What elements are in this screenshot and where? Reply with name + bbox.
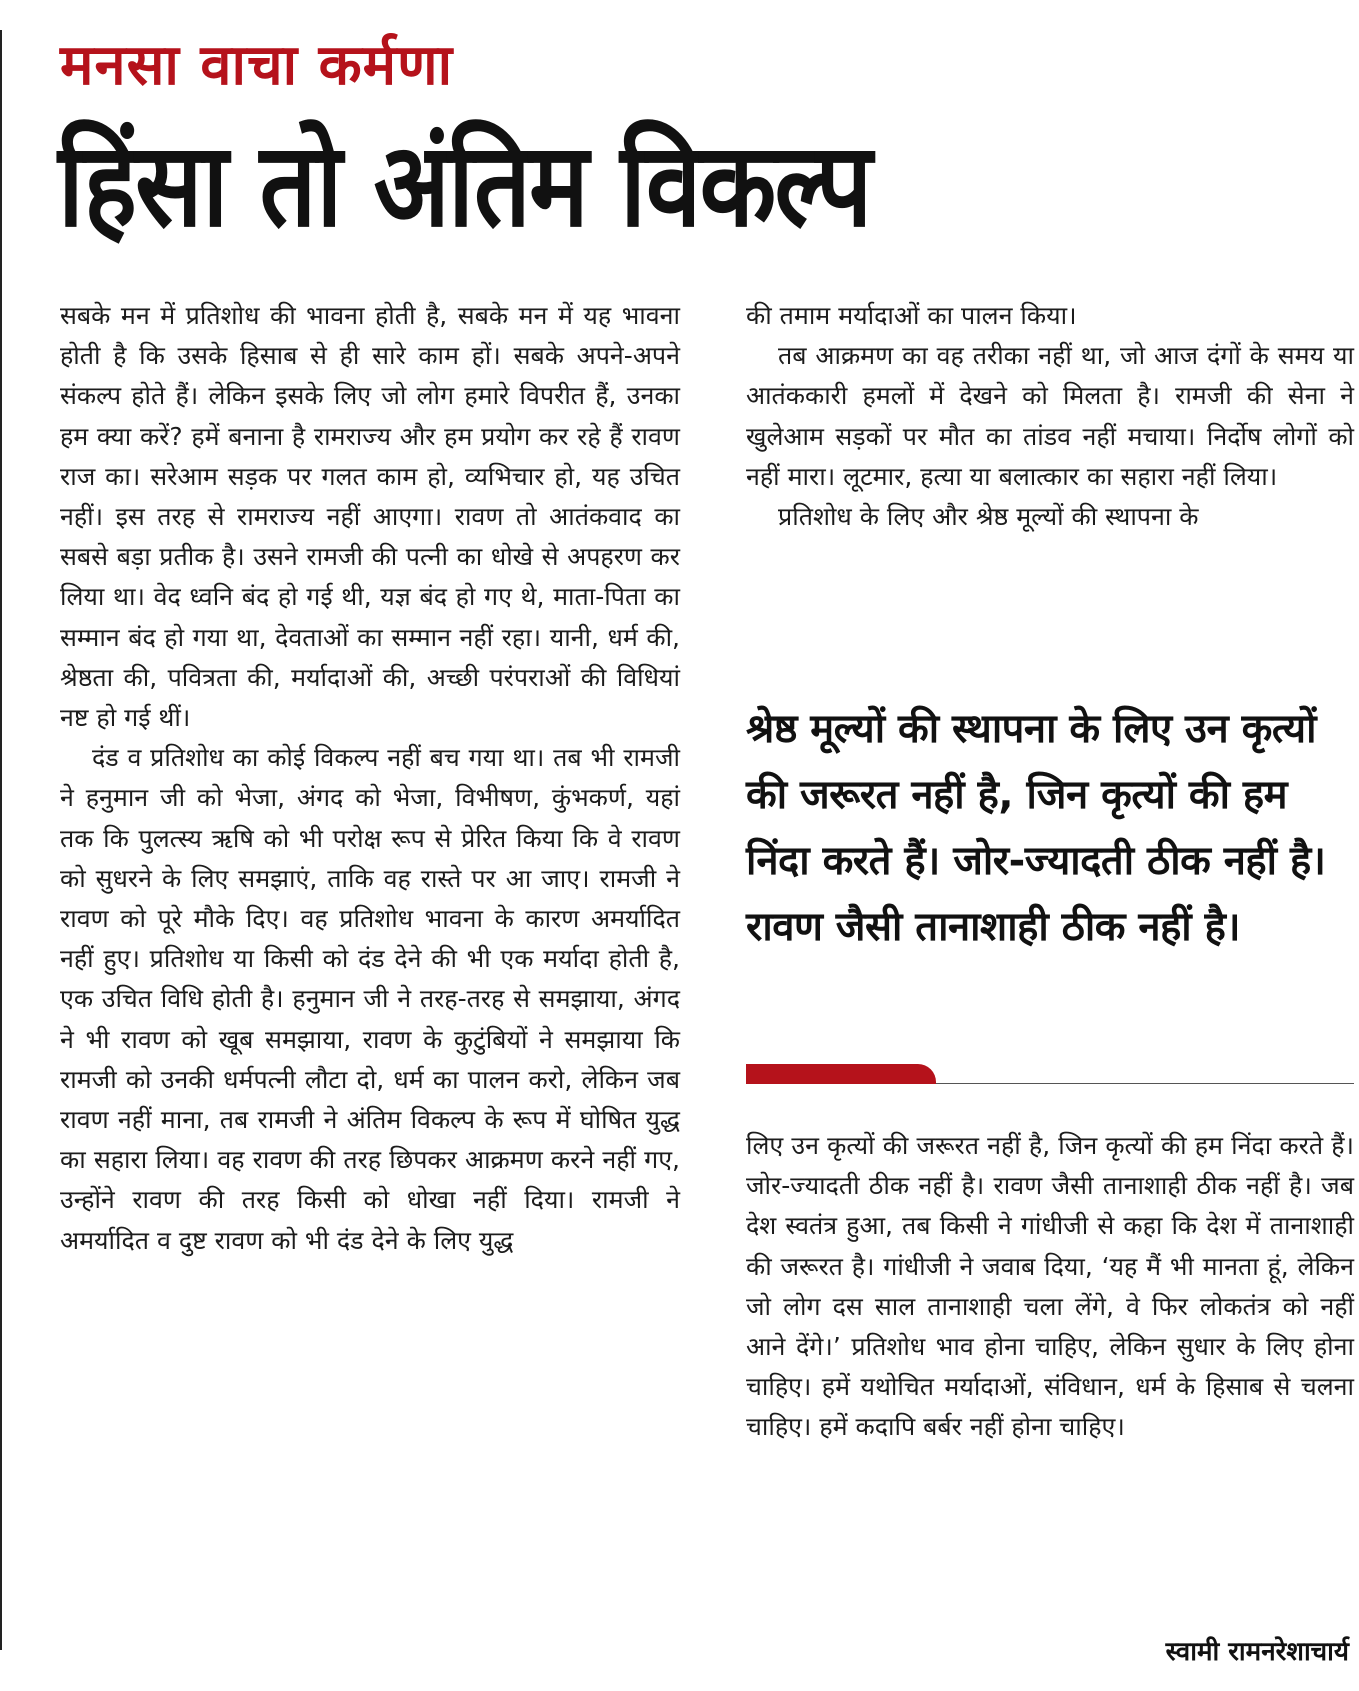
page-headline: हिंसा तो अंतिम विकल्प [58, 118, 871, 253]
article-paragraph: तब आक्रमण का वह तरीका नहीं था, जो आज दंगों के समय या आतंककारी हमलों में देखने को मिलता है। रामजी की सेना ने खुलेआम सड़कों पर मौत का तांडव नहीं मचाया। निर्दोष लोगों को नहीं मारा। लूटमार, हत्या या बलात्कार का सहारा नहीं लिया। [746, 341, 1354, 491]
page-left-rule [0, 30, 2, 1650]
article-paragraph: प्रतिशोध के लिए और श्रेष्ठ मूल्यों की स्थापना के [778, 502, 1199, 532]
article-column-left [60, 296, 680, 1261]
article-paragraph: सबके मन में प्रतिशोध की भावना होती है, सबके मन में यह भावना होती है कि उसके हिसाब से ही सारे काम हों। सबके अपने-अपने संकल्प होते हैं। लेकिन इसके लिए जो लोग हमारे विपरीत हैं, उनका हम क्या करें? हमें बनाना है रामराज्य और हम प्रयोग कर रहे हैं रावण राज का। सरेआम सड़क पर गलत काम हो, व्यभिचार हो, यह उचित नहीं। इस तरह से रामराज्य नहीं आएगा। रावण तो आतंकवाद का सबसे बड़ा प्रतीक है। उसने रामजी की पत्नी का धोखे से अपहरण कर लिया था। वेद ध्वनि बंद हो गई थी, यज्ञ बंद हो गए थे, माता-पिता का सम्मान बंद हो गया था, देवताओं का सम्मान नहीं रहा। यानी, धर्म की, श्रेष्ठता की, पवित्रता की, मर्यादाओं की, अच्छी परंपराओं की विधियां नष्ट हो गई थीं। [60, 301, 680, 733]
article-paragraph: की तमाम मर्यादाओं का पालन किया। [746, 301, 1077, 330]
article-paragraph: दंड व प्रतिशोध का कोई विकल्प नहीं बच गया था। तब भी रामजी ने हनुमान जी को भेजा, अंगद को भेजा, विभीषण, कुंभकर्ण, यहां तक कि पुलत्स्य ऋषि को भी परोक्ष रूप से प्रेरित किया कि वे रावण को सुधरने के लिए समझाएं, ताकि वह रास्ते पर आ जाए। रामजी ने रावण को पूरे मौके दिए। वह प्रतिशोध भावना के कारण अमर्यादित नहीं हुए। प्रतिशोध या किसी को दंड देने की भी एक मर्यादा होती है, एक उचित विधि होती है। हनुमान जी ने तरह-तरह से समझाया, अंगद ने भी रावण को खूब समझाया, रावण के कुटुंबियों ने समझाया कि रामजी को उनकी धर्मपत्नी लौटा दो, धर्म का पालन करो, लेकिन जब रावण नहीं माना, तब रामजी ने अंतिम विकल्प के रूप में घोषित युद्ध का सहारा लिया। वह रावण की तरह छिपकर आक्रमण करने नहीं गए, उन्होंने रावण की तरह किसी को धोखा नहीं दिया। रामजी ने अमर्यादित व दुष्ट रावण को भी दंड देने के लिए युद्ध [60, 743, 680, 1255]
article-paragraph: लिए उन कृत्यों की जरूरत नहीं है, जिन कृत्यों की हम निंदा करते हैं। जोर-ज्यादती ठीक नहीं है। रावण जैसी तानाशाही ठीक नहीं है। जब देश स्वतंत्र हुआ, तब किसी ने गांधीजी से कहा कि देश में तानाशाही की जरूरत है। गांधीजी ने जवाब दिया, ‘यह मैं भी मानता हूं, लेकिन जो लोग दस साल तानाशाही चला लेंगे, वे फिर लोकतंत्र को नहीं आने देंगे।’ प्रतिशोध भाव होना चाहिए, लेकिन सुधार के लिए होना चाहिए। हमें यथोचित मर्यादाओं, संविधान, धर्म के हिसाब से चलना चाहिए। हमें कदापि बर्बर नहीं होना चाहिए। [746, 1131, 1354, 1442]
pull-quote: श्रेष्ठ मूल्यों की स्थापना के लिए उन कृत्यों की जरूरत नहीं है, जिन कृत्यों की हम निंदा करते हैं। जोर-ज्यादती ठीक नहीं है। रावण जैसी तानाशाही ठीक नहीं है। [746, 706, 1326, 950]
author-byline: स्वामी रामनरेशाचार्य [1165, 1637, 1349, 1667]
article-column-right-bottom [746, 1126, 1354, 1448]
column-kicker: मनसा वाचा कर्मणा [60, 33, 454, 98]
article-column-right-top [746, 296, 1354, 537]
accent-divider-bar [746, 1064, 936, 1084]
accent-divider-line [936, 1083, 1354, 1084]
